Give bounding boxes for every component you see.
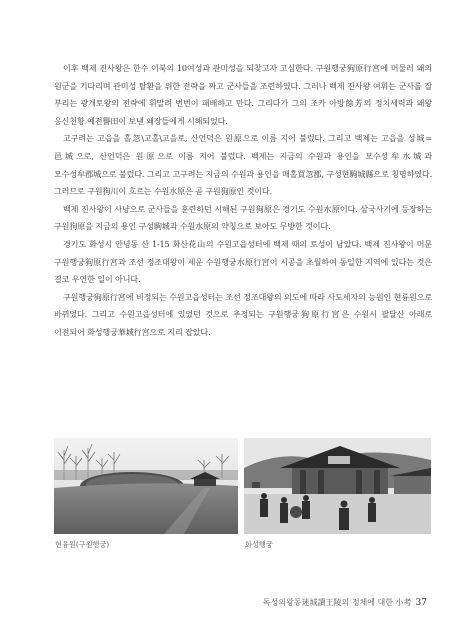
body-text: [54, 60, 432, 342]
running-title: 독성의왕동迷城讀王陵의 정체에 대한 小考: [262, 598, 412, 607]
paragraph-1: 이후 백제 진사왕은 한수 이북의 10여성과 관미성을 되찾고자 고심한다. 구원행궁狗原行宮에 머물러 왜의 원군을 기다리며 관미성 탈환을 위한 전략을 짜고 군사들을 조련하였다. 그러나 백제 진사왕 여휘는 군사를 잘 부리는 광개토왕의 전략에 휘말려 번번이 패배하고 만다. 그리다가 그의 조카 아방餘芳의 정치세력과 왜왕 응신천황 예전譽田이 보낸 왜장들에게 시해되었다.: [54, 63, 432, 126]
figure-caption-right: 화성행궁: [245, 540, 273, 549]
tomb-photo: [54, 438, 238, 534]
paragraph-2: 고구려는 고읍을 홀忽\고홀\고을로, 산언덕은 원原으로 이름 지어 불렀다. 그리고 백제는 고읍을 성城=邑城으로, 산언덕은 원原으로 이름 지어 불렀다. 백제는 지금의 수원과 용인을 모수성牟水城과 모수성牟郡城으로 불렀다. 그리고 고구려는 지금의 수원과 용인을 매홀買忽郡, 구성현駒城縣으로 칭명하였다. 그러므로 구원狗川이 흐르는 수원水原은 곧 구원狗原인 것이다.: [54, 133, 432, 197]
page-footer: [263, 597, 427, 608]
figure-caption-left: 현융원(구원행궁): [55, 540, 110, 549]
paragraph-4: 경기도 화성시 안녕동 산 1-15 화산花山의 수원고읍성터에 백제 때의 토성이 남았다. 백제 진사왕이 머문 구원행궁狗原行宮과 조선 정조대왕이 세운 수원행궁水原行宮이 시공을 초월하여 동일한 지역에 있다는 것은 결코 우연한 일이 아니다.: [54, 238, 432, 285]
paragraph-5: 구원행궁狗原行宮에 비정되는 수원고읍성터는 조선 정조대왕의 의도에 따라 사도세자의 능원인 현륭원으로 바뀌었다. 그리고 수원고읍성터에 있었던 것으로 추정되는 구원행궁狗原行宮은 수원시 팔달산 아래로 이전되어 화성행궁華城行宮으로 지리 잡았다.: [54, 291, 432, 337]
palace-photo: [244, 438, 431, 534]
paragraph-3: 백제 진사왕이 사냥으로 군사들을 훈련하던 시해된 구원狗原은 경기도 수원水原이다. 삼국사기에 등장하는 구원狗原을 지금의 용인 구성駒城과 수원水原의 약칭으로 보아도 무방한 것이다.: [54, 203, 432, 232]
page-number: 37: [415, 598, 427, 608]
